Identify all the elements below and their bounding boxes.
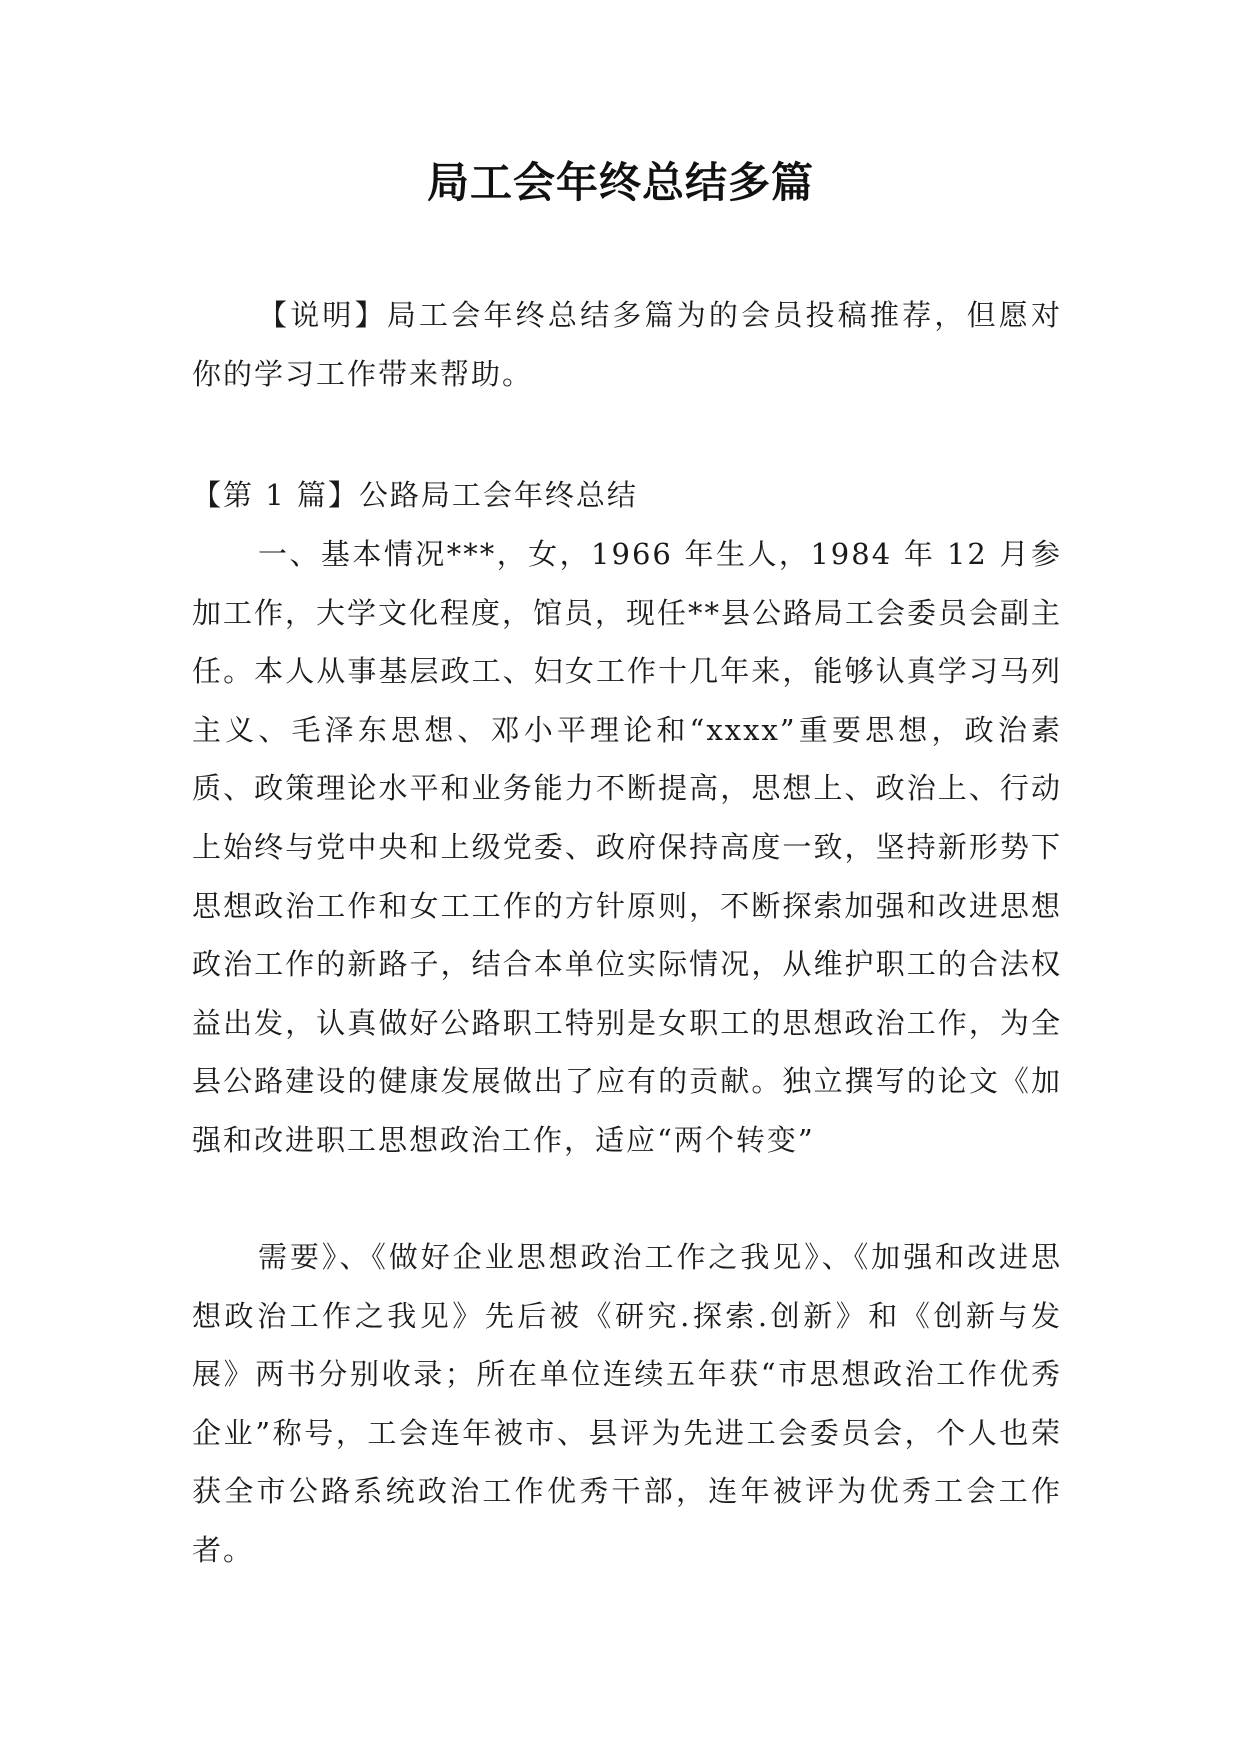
body-paragraph-2: 需要》、《做好企业思想政治工作之我见》、《加强和改进思想政治工作之我见》先后被《研究.探索.创新》和《创新与发展》两书分别收录；所在单位连续五年获“市思想政治工作优秀企业”称号，工会连年被市、县评为先进工会委员会，个人也荣获全市公路系统政治工作优秀干部，连年被评为优秀工会工作者。 (192, 1240, 1062, 1567)
body-paragraph-1: 一、基本情况***，女，1966 年生人，1984 年 12 月参加工作，大学文化程度，馆员，现任**县公路局工会委员会副主任。本人从事基层政工、妇女工作十几年来，能够认真学习马列主义、毛泽东思想、邓小平理论和“xxxx”重要思想，政治素质、政策理论水平和业务能力不断提高，思想上、政治上、行动上始终与党中央和上级党委、政府保持高度一致，坚持新形势下思想政治工作和女工工作的方针原则，不断探索加强和改进思想政治工作的新路子，结合本单位实际情况，从维护职工的合法权益出发，认真做好公路职工特别是女职工的思想政治工作，为全县公路建设的健康发展做出了应有的贡献。独立撰写的论文《加强和改进职工思想政治工作，适应“两个转变” (192, 537, 1063, 1157)
note-paragraph: 【说明】局工会年终总结多篇为的会员投稿推荐，但愿对你的学习工作带来帮助。 (192, 298, 1062, 391)
section-heading: 【第 1 篇】公路局工会年终总结 (192, 478, 638, 512)
document-title: 局工会年终总结多篇 (426, 158, 814, 207)
